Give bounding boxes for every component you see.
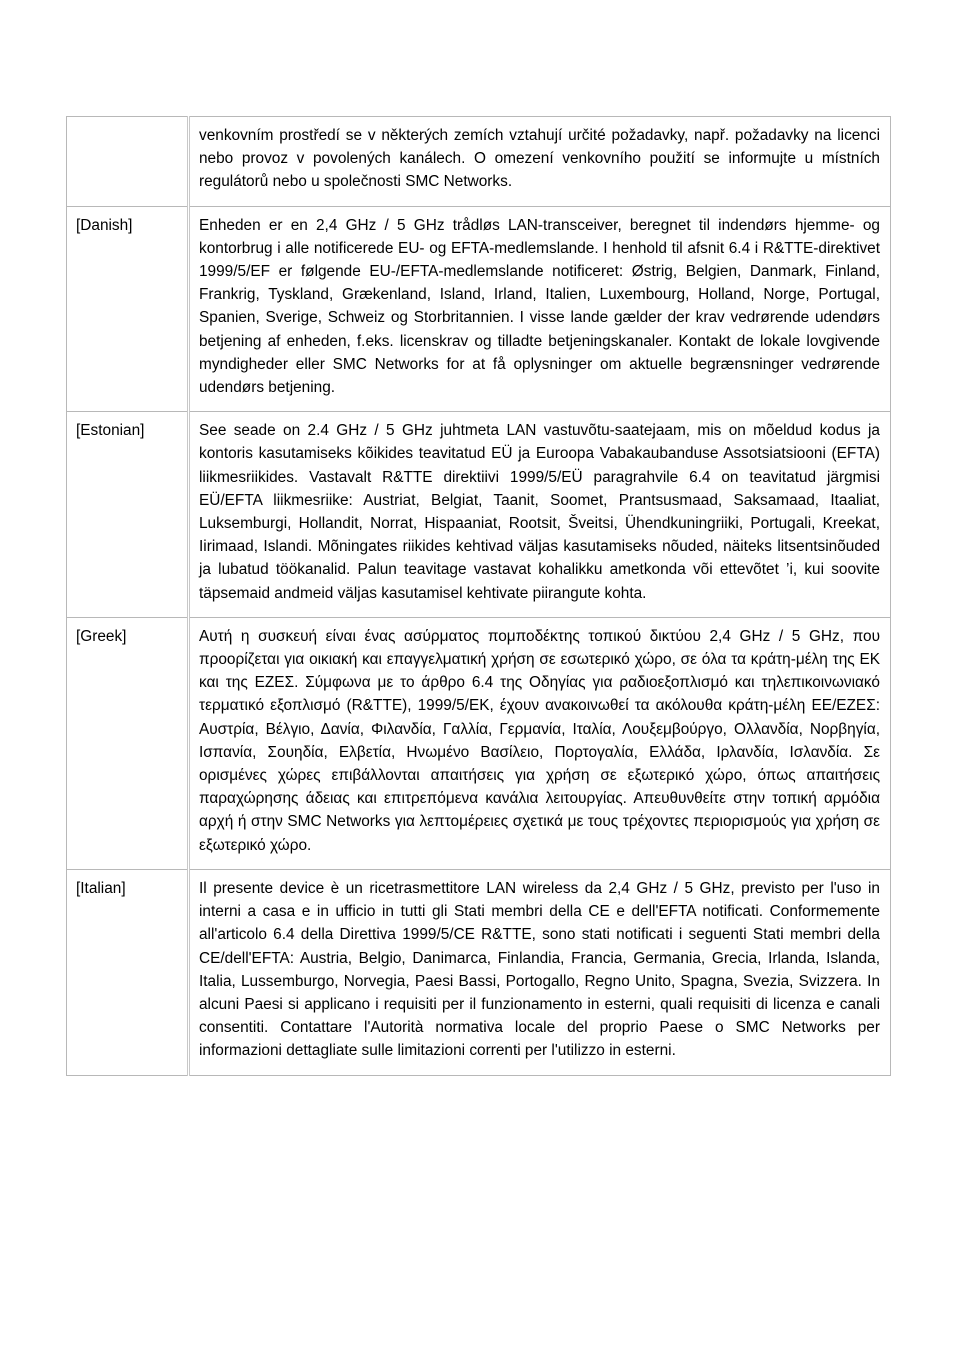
notice-text-cell: Αυτή η συσκευή είναι ένας ασύρματος πομποδέκτης τοπικού δικτύου 2,4 GHz / 5 GHz, που προορίζεται για οικιακή και επαγγελματική χρήση σε εσωτερικό χώρο, σε όλα τα κράτη-μέλη της ΕΚ και της ΕΖΕΣ. Σύμφωνα με το άρθρο 6.4 της Οδηγίας για ραδιοεξοπλισμό και τηλεπικοινωνιακό τερματικό εξοπλισμό (R&TTE), 1999/5/ΕΚ, έχουν ανακοινωθεί τα ακόλουθα κράτη-μέλη ΕΕ/ΕΖΕΣ: Αυστρία, Βέλγιο, Δανία, Φιλανδία, Γαλλία, Γερμανία, Ιταλία, Λουξεμβούργο, Ολλανδία, Νορβηγία, Ισπανία, Σουηδία, Ελβετία, Ηνωμένο Βασίλειο, Πορτογαλία, Ελλάδα, Ιρλανδία, Ισλανδία. Σε ορισμένες χώρες επιβάλλονται απαιτήσεις για χρήση σε εξωτερικό χώρο, όπως απαιτήσεις παραχώρησης άδειας και επιτρεπόμενα κανάλια λειτουργίας. Απευθυνθείτε στην τοπική αρμόδια αρχή ή στην SMC Networks για λεπτομέρειες σχετικά με τους τρέχοντες περιορισμούς για χρήση σε εξωτερικό χώρο. — [189, 617, 891, 869]
table-row — [67, 412, 891, 618]
notice-text-cell: Enheden er en 2,4 GHz / 5 GHz trådløs LAN-transceiver, beregnet til indendørs hjemme- og kontorbrug i alle notificerede EU- og EFTA-medlemslande. I henhold til afsnit 6.4 i R&TTE-direktivet 1999/5/EF er følgende EU-/EFTA-medlemslande notificeret: Østrig, Belgien, Danmark, Finland, Frankrig, Tyskland, Grækenland, Island, Irland, Italien, Luxembourg, Holland, Norge, Portugal, Spanien, Sverige, Schweiz og Storbritannien. I visse lande gælder der krav vedrørende udendørs betjening af enheden, f.eks. licenskrav og tilladte betjeningskanaler. Kontakt de lokale lovgivende myndigheder eller SMC Networks for at få oplysninger om aktuelle begrænsninger vedrørende udendørs betjening. — [189, 206, 891, 412]
table-row — [67, 869, 891, 1075]
language-label-cell: [Italian] — [67, 869, 189, 1075]
table-row — [67, 206, 891, 412]
language-label-cell: [Danish] — [67, 206, 189, 412]
language-label-cell — [67, 117, 189, 207]
language-label-cell: [Estonian] — [67, 412, 189, 618]
table-row — [67, 117, 891, 207]
notice-text-cell: Il presente device è un ricetrasmettitore LAN wireless da 2,4 GHz / 5 GHz, previsto per l'uso in interni a casa e in ufficio in tutti gli Stati membri della CE e dell'EFTA notificati. Conformemente all'articolo 6.4 della Direttiva 1999/5/CE R&TTE, sono stati notificati i seguenti Stati membri della CE/dell'EFTA: Austria, Belgio, Danimarca, Finlandia, Francia, Germania, Grecia, Irlanda, Islanda, Italia, Lussemburgo, Norvegia, Paesi Bassi, Portogallo, Regno Unito, Spagna, Svezia, Svizzera. In alcuni Paesi si applicano i requisiti per il funzionamento in esterni, quali requisiti di licenza e canali consentiti. Contattare l'Autorità normativa locale del proprio Paese o SMC Networks per informazioni dettagliate sulle limitazioni correnti per l'utilizzo in esterni. — [189, 869, 891, 1075]
notice-text-cell: venkovním prostředí se v některých zemích vztahují určité požadavky, např. požadavky na licenci nebo provoz v povolených kanálech. O omezení venkovního použití se informujte u místních regulátorů nebo u společnosti SMC Networks. — [189, 117, 891, 207]
regulatory-notice-table — [66, 116, 891, 1076]
language-label-cell: [Greek] — [67, 617, 189, 869]
table-row — [67, 617, 891, 869]
notice-text-cell: See seade on 2.4 GHz / 5 GHz juhtmeta LAN vastuvõtu-saatejaam, mis on mõeldud kodus ja kontoris kasutamiseks kõikides teavitatud EÜ ja Euroopa Vabakaubanduse Assotsiatsiooni (EFTA) liikmesriikides. Vastavalt R&TTE direktiivi 1999/5/EÜ paragrahvile 6.4 on teavitatud järgmisi EÜ/EFTA liikmesriike: Austriat, Belgiat, Taanit, Soomet, Prantsusmaad, Saksamaad, Itaaliat, Luksemburgi, Hollandit, Norrat, Hispaaniat, Rootsit, Šveitsi, Ühendkuningriiki, Portugali, Kreekat, Iirimaad, Islandi. Mõningates riikides kehtivad väljas kasutamiseks nõuded, näiteks litsentsinõuded ja lubatud töökanalid. Palun teavitage vastavat kohalikku ametkonda või ettevõtet ’i, kui soovite täpsemaid andmeid väljas kasutamisel kehtivate piirangute kohta. — [189, 412, 891, 618]
